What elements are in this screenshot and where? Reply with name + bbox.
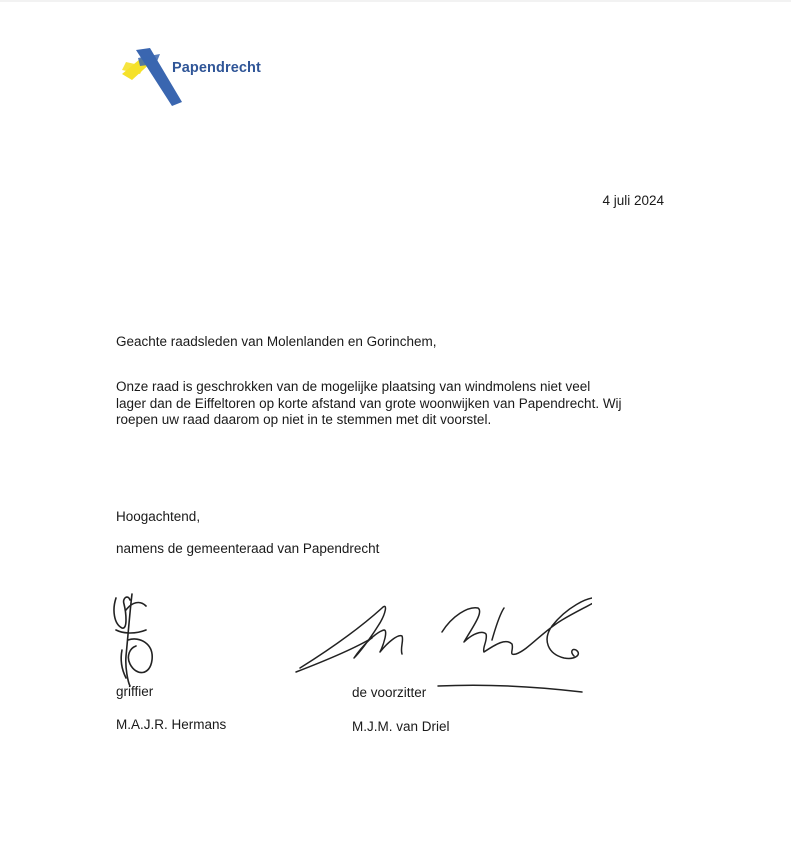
page-top-edge: [0, 0, 791, 2]
voorzitter-signature: [292, 592, 592, 717]
salutation: Geachte raadsleden van Molenlanden en Gorinchem,: [116, 334, 437, 349]
body-line: Onze raad is geschrokken van de mogelijke plaatsing van windmolens niet veel: [116, 379, 591, 394]
voorzitter-role: de voorzitter: [352, 685, 427, 700]
griffier-name: M.A.J.R. Hermans: [116, 717, 227, 732]
body-line: roepen uw raad daarom op niet in te stemmen met dit voorstel.: [116, 412, 492, 427]
papendrecht-logo: [120, 44, 270, 108]
voorzitter-name: M.J.M. van Driel: [352, 719, 450, 734]
papendrecht-logo-mark-icon: [120, 44, 184, 108]
closing: Hoogachtend,: [116, 509, 201, 524]
body-line: lager dan de Eiffeltoren op korte afstand van grote woonwijken van Papendrecht. Wij: [116, 395, 622, 411]
on-behalf-line: namens de gemeenteraad van Papendrecht: [116, 541, 380, 556]
letter-date: 4 juli 2024: [602, 193, 664, 208]
griffier-signature: [106, 590, 166, 690]
griffier-role: griffier: [116, 684, 154, 699]
logo-text: Papendrecht: [172, 60, 261, 76]
body-paragraph: [116, 379, 656, 429]
